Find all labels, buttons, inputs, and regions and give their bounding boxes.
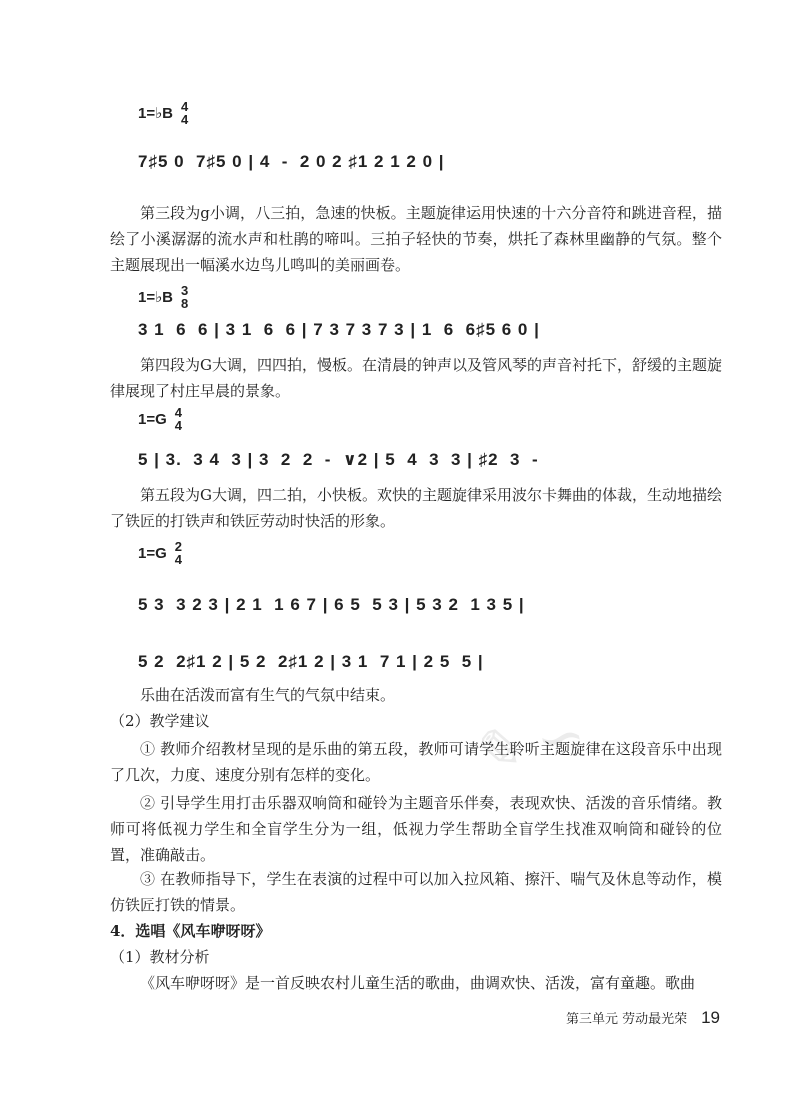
key-label: 1=♭B bbox=[138, 289, 174, 306]
time-bottom: 8 bbox=[181, 296, 189, 311]
time-top: 2 bbox=[174, 539, 183, 554]
paragraph bbox=[110, 866, 722, 918]
paragraph bbox=[110, 790, 722, 868]
paragraph-text: 乐曲在活泼而富有生气的气氛中结束。 bbox=[140, 686, 396, 704]
paragraph-text: 第三段为g小调，八三拍，急速的快板。主题旋律运用快速的十六分音符和跳进音程，描绘了小溪潺潺的流水声和杜鹃的啼叫。三拍子轻快的节奏，烘托了森林里幽静的气氛。整个主题展现出一幅溪水边鸟儿鸣叫的美丽画卷。 bbox=[110, 204, 722, 274]
section-heading: 4．选唱《风车咿呀呀》 bbox=[110, 922, 271, 940]
notation-line: 5 | 3. 3 4 3 | 3 2 2 - ∨2 | 5 4 3 3 | ♯2 3 - bbox=[138, 450, 539, 469]
paragraph bbox=[110, 970, 722, 996]
time-bottom: 4 bbox=[174, 552, 183, 567]
time-bottom: 4 bbox=[174, 418, 183, 433]
time-signature bbox=[175, 406, 182, 432]
key-signature-1 bbox=[138, 100, 188, 126]
time-top: 3 bbox=[181, 283, 189, 298]
paragraph-text: 第五段为G大调，四二拍，小快板。欢快的主题旋律采用波尔卡舞曲的体裁，生动地描绘了铁匠的打铁声和铁匠劳动时快活的形象。 bbox=[110, 486, 722, 530]
paragraph-text: 《风车咿呀呀》是一首反映农村儿童生活的歌曲，曲调欢快、活泼，富有童趣。歌曲 bbox=[140, 974, 696, 992]
paragraph bbox=[110, 482, 722, 534]
section-heading: （2）教学建议 bbox=[110, 712, 210, 730]
key-signature-4 bbox=[138, 540, 182, 566]
key-signature-2 bbox=[138, 284, 188, 310]
key-label: 1=G bbox=[138, 544, 167, 562]
time-signature bbox=[181, 100, 188, 126]
notation-line: 5 3 3 2 3 | 2 1 1 6 7 | 6 5 5 3 | 5 3 2 1 3 5 | bbox=[138, 595, 525, 614]
key-label: 1=♭B bbox=[138, 105, 174, 122]
watermark: ✎ ∽ bbox=[464, 698, 592, 790]
page-number: 19 bbox=[701, 1008, 720, 1027]
key-signature-3 bbox=[138, 406, 182, 432]
notation-line: 7♯5 0 7♯5 0 | 4 - 2 0 2 ♯1 2 1 2 0 | bbox=[138, 152, 445, 171]
page-footer bbox=[566, 1008, 720, 1028]
paragraph bbox=[110, 682, 722, 708]
time-signature bbox=[175, 540, 182, 566]
time-top: 4 bbox=[181, 99, 189, 114]
paragraph-text: ① 教师介绍教材呈现的是乐曲的第五段，教师可请学生聆听主题旋律在这段音乐中出现了几次，力度、速度分别有怎样的变化。 bbox=[110, 740, 722, 784]
time-signature bbox=[181, 284, 188, 310]
paragraph bbox=[110, 352, 722, 404]
time-top: 4 bbox=[174, 405, 183, 420]
notation-line: 3 1 6 6 | 3 1 6 6 | 7 3 7 3 7 3 | 1 6 6♯5 6 0 | bbox=[138, 320, 540, 339]
notation-line: 5 2 2♯1 2 | 5 2 2♯1 2 | 3 1 7 1 | 2 5 5 | bbox=[138, 652, 484, 671]
paragraph-text: ③ 在教师指导下，学生在表演的过程中可以加入拉风箱、擦汗、喘气及休息等动作，模仿铁匠打铁的情景。 bbox=[110, 870, 722, 914]
paragraph bbox=[110, 200, 722, 278]
paragraph-text: ② 引导学生用打击乐器双响筒和碰铃为主题音乐伴奏，表现欢快、活泼的音乐情绪。教师可将低视力学生和全盲学生分为一组，低视力学生帮助全盲学生找准双响筒和碰铃的位置，准确敲击。 bbox=[110, 794, 722, 864]
unit-title: 第三单元 劳动最光荣 bbox=[565, 1012, 688, 1027]
section-heading: （1）教材分析 bbox=[110, 948, 210, 966]
time-bottom: 4 bbox=[181, 112, 189, 127]
paragraph bbox=[110, 736, 722, 788]
paragraph-text: 第四段为G大调，四四拍，慢板。在清晨的钟声以及管风琴的声音衬托下，舒缓的主题旋律展现了村庄早晨的景象。 bbox=[110, 356, 722, 400]
key-label: 1=G bbox=[138, 410, 167, 428]
